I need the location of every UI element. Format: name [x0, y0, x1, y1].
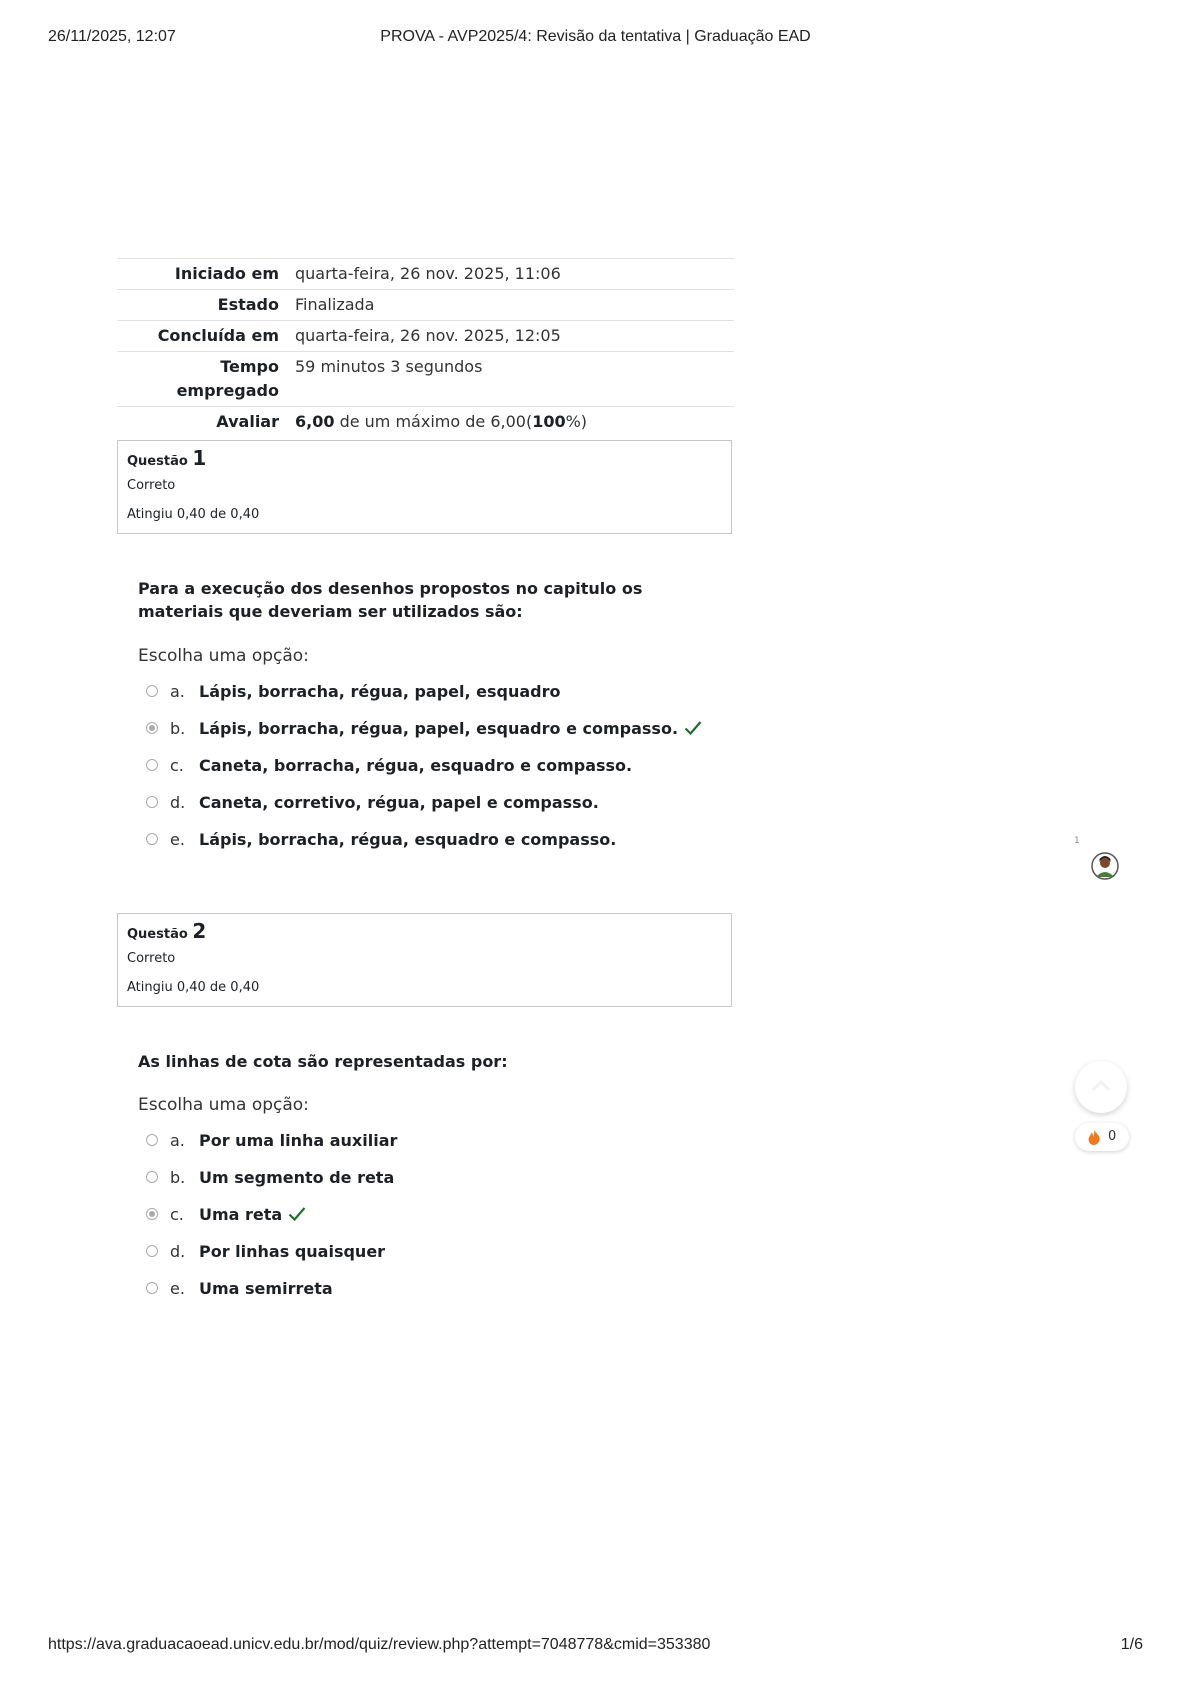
- question-1-number-value: 1: [192, 446, 207, 470]
- summary-completed-value: quarta-feira, 26 nov. 2025, 12:05: [287, 321, 734, 352]
- question-1-state: Correto: [127, 478, 176, 493]
- question-1-info: [117, 440, 732, 534]
- correct-check-icon: [288, 1206, 306, 1222]
- summary-row-state: [117, 290, 734, 321]
- summary-row-time: [117, 352, 734, 407]
- question-1-grade: Atingiu 0,40 de 0,40: [127, 507, 260, 522]
- summary-row-completed: [117, 321, 734, 352]
- correct-check-icon: [684, 720, 702, 736]
- question-2-info: [117, 913, 732, 1007]
- print-page-number: 1/6: [1120, 1636, 1143, 1653]
- question-1-number: Questão 1: [127, 446, 207, 470]
- question-2-number: Questão 2: [127, 919, 207, 943]
- q2-radio-d[interactable]: [146, 1245, 158, 1257]
- q1-radio-c[interactable]: [146, 759, 158, 771]
- summary-started-value: quarta-feira, 26 nov. 2025, 11:06: [287, 259, 734, 290]
- summary-row-grade: [117, 407, 734, 438]
- q1-radio-a[interactable]: [146, 685, 158, 697]
- back-to-top-button[interactable]: [1075, 1061, 1127, 1113]
- grade-end: %): [565, 412, 588, 431]
- user-avatar-icon[interactable]: [1091, 852, 1119, 880]
- print-footer: [0, 1636, 1191, 1658]
- grade-percent: 100: [532, 412, 566, 431]
- summary-state-label: Estado: [117, 290, 287, 321]
- q2-radio-a[interactable]: [146, 1134, 158, 1146]
- print-datetime: 26/11/2025, 12:07: [48, 28, 176, 45]
- summary-row-started: [117, 259, 734, 290]
- chevron-up-icon: [1075, 1061, 1127, 1113]
- summary-time-value: 59 minutos 3 segundos: [287, 352, 734, 407]
- q1-radio-b[interactable]: [146, 722, 158, 734]
- question-2-number-value: 2: [192, 919, 207, 943]
- question-1-text: Para a execução dos desenhos propostos no capitulo os materiais que deveriam ser utilizados são:: [138, 579, 643, 621]
- summary-grade-value: [287, 407, 734, 438]
- question-2-grade: Atingiu 0,40 de 0,40: [127, 980, 260, 995]
- question-2-state: Correto: [127, 951, 176, 966]
- attempt-summary-table: [117, 258, 734, 437]
- q1-radio-e[interactable]: [146, 833, 158, 845]
- grade-score: 6,00: [295, 412, 335, 431]
- q2-radio-e[interactable]: [146, 1282, 158, 1294]
- sidebar-badge-number: 1: [1074, 836, 1080, 846]
- summary-time-label: Tempo empregado: [117, 352, 287, 407]
- question-2-text: As linhas de cota são representadas por:: [138, 1052, 508, 1071]
- streak-count: 0: [1108, 1129, 1117, 1144]
- q2-radio-c[interactable]: [146, 1208, 158, 1220]
- q1-radio-d[interactable]: [146, 796, 158, 808]
- flame-icon: [1087, 1129, 1101, 1145]
- question-1-prompt: Escolha uma opção:: [138, 646, 309, 666]
- question-2-prompt: Escolha uma opção:: [138, 1095, 309, 1115]
- summary-grade-label: Avaliar: [117, 407, 287, 438]
- print-header: [0, 28, 1191, 50]
- grade-mid: de um máximo de 6,00(: [334, 412, 533, 431]
- summary-completed-label: Concluída em: [117, 321, 287, 352]
- streak-counter[interactable]: [1075, 1123, 1129, 1151]
- print-page-title: PROVA - AVP2025/4: Revisão da tentativa | Graduação EAD: [380, 28, 811, 45]
- print-url: https://ava.graduacaoead.unicv.edu.br/mod/quiz/review.php?attempt=7048778&cmid=353380: [48, 1636, 711, 1653]
- summary-state-value: Finalizada: [287, 290, 734, 321]
- q2-radio-b[interactable]: [146, 1171, 158, 1183]
- summary-started-label: Iniciado em: [117, 259, 287, 290]
